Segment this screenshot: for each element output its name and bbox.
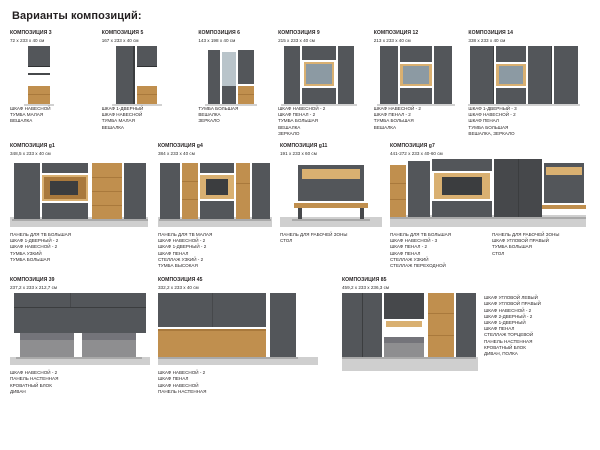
- composition-figure: [278, 46, 368, 106]
- composition-dims: 459,2 х 233 х 236,3 см: [342, 285, 390, 291]
- composition-dims: 191 х 233 х 60 см: [280, 151, 317, 157]
- composition-card-g7[interactable]: [390, 143, 590, 269]
- composition-title: КОМПОЗИЦИЯ 12: [373, 30, 419, 36]
- composition-dims: 338 х 233 х 40 см: [468, 38, 506, 43]
- composition-card-12[interactable]: [374, 30, 469, 131]
- composition-title: КОМПОЗИЦИЯ 45: [158, 277, 203, 284]
- composition-figure: [390, 159, 586, 227]
- composition-dims: 441-272 х 233 х 40-60 см: [390, 151, 443, 157]
- composition-card-85[interactable]: [342, 277, 590, 371]
- composition-parts: ПАНЕЛЬ ДЛЯ ТВ БОЛЬШАЯ ШКАФ 1-ДВЕРНЫЙ - 2 ШКАФ НАВЕСНОЙ - 2 ТУМБА УЗКИЙ ТУМБА БОЛЬШАЯ: [10, 232, 72, 262]
- composition-title: КОМПОЗИЦИЯ g11: [280, 143, 328, 150]
- composition-dims: 72 х 233 х 40 см: [10, 38, 45, 43]
- composition-title: КОМПОЗИЦИЯ 3: [10, 30, 52, 36]
- composition-parts: ШКАФ НАВЕСНОЙ - 2 ПАНЕЛЬ НАСТЕННАЯ КРОВАТНЫЙ БЛОК ДИВАН: [10, 370, 59, 394]
- composition-card-g11[interactable]: [280, 143, 390, 244]
- composition-parts: ПАНЕЛЬ ДЛЯ ТВ МАЛАЯ ШКАФ НАВЕСНОЙ - 2 ШКАФ 1-ДВЕРНЫЙ - 2 ШКАФ ПЕНАЛ СТЕЛЛАЖ УЗКИЙ - 2 ТУМБА ВЫСОКАЯ: [158, 232, 213, 269]
- composition-parts-right: ПАНЕЛЬ ДЛЯ РАБОЧЕЙ ЗОНЫ ШКАФ УГЛОВОЙ ПРАВЫЙ ТУМБА БОЛЬШАЯ СТОЛ: [492, 232, 560, 256]
- composition-parts-left: ПАНЕЛЬ ДЛЯ ТВ БОЛЬШАЯ ШКАФ НАВЕСНОЙ - 3 ШКАФ ПЕНАЛ - 2 ШКАФ ПЕНАЛ СТЕЛЛАЖ УЗКИЙ СТЕЛЛАЖ ПЕРЕХОДНОЙ: [390, 232, 452, 269]
- composition-row-1: [10, 30, 590, 137]
- composition-title: КОМПОЗИЦИЯ 85: [342, 277, 387, 284]
- composition-parts: ШКАФ УГЛОВОЙ ЛЕВЫЙ ШКАФ УГЛОВОЙ ПРАВЫЙ ШКАФ НАВЕСНОЙ - 2 ШКАФ 2-ДВЕРНЫЙ - 2 ШКАФ 1-ДВЕРНЫЙ ШКАФ ПЕНАЛ СТЕЛЛАЖ ТОРЦЕВОЙ ПАНЕЛЬ НАСТЕННАЯ КРОВАТНЫЙ БЛОК ДИВАН, ПОЛКА: [484, 295, 541, 357]
- composition-parts: ШКАФ НАВЕСНОЙ - 2 ШКАФ ПЕНАЛ ШКАФ НАВЕСНОЙ ПАНЕЛЬ НАСТЕННАЯ: [158, 370, 207, 394]
- composition-parts: ШКАФ 1-ДВЕРНЫЙ ШКАФ НАВЕСНОЙ ТУМБА МАЛАЯ ВЕШАЛКА: [101, 106, 144, 130]
- composition-figure: [342, 293, 478, 371]
- composition-card-45[interactable]: [158, 277, 342, 395]
- composition-title: КОМПОЗИЦИЯ 14: [468, 30, 513, 36]
- composition-row-3: [10, 277, 590, 395]
- composition-title: КОМПОЗИЦИЯ 5: [101, 30, 144, 36]
- composition-title: КОМПОЗИЦИЯ 6: [198, 30, 241, 36]
- composition-card-14[interactable]: [468, 30, 590, 137]
- page-title: Варианты композиций:: [12, 10, 142, 22]
- composition-title: КОМПОЗИЦИЯ 39: [10, 277, 55, 284]
- composition-parts: ПАНЕЛЬ ДЛЯ РАБОЧЕЙ ЗОНЫ СТОЛ: [280, 232, 348, 244]
- composition-parts: ШКАФ НАВЕСНОЙ - 2 ШКАФ ПЕНАЛ - 2 ТУМБА БОЛЬШАЯ ВЕШАЛКА: [373, 106, 421, 130]
- composition-title: КОМПОЗИЦИЯ g4: [158, 143, 203, 150]
- composition-figure: [102, 46, 192, 106]
- composition-card-39[interactable]: [10, 277, 158, 395]
- composition-card-9[interactable]: [278, 30, 374, 137]
- composition-figure: [468, 46, 584, 106]
- composition-figure: [158, 293, 318, 365]
- composition-title: КОМПОЗИЦИЯ g7: [390, 143, 435, 150]
- composition-figure: [10, 159, 150, 227]
- composition-parts: ШКАФ НАВЕСНОЙ - 2 ШКАФ ПЕНАЛ - 2 ТУМБА БОЛЬШАЯ ВЕШАЛКА ЗЕРКАЛО: [278, 106, 326, 136]
- composition-parts: ТУМБА БОЛЬШАЯ ВЕШАЛКА ЗЕРКАЛО: [198, 106, 239, 124]
- composition-card-g1[interactable]: [10, 143, 158, 263]
- composition-parts: ШКАФ НАВЕСНОЙ ТУМБА МАЛАЯ ВЕШАЛКА: [10, 106, 51, 124]
- composition-row-2: [10, 143, 590, 269]
- composition-figure: [10, 46, 94, 106]
- composition-dims: 213 х 233 х 40 см: [373, 38, 411, 43]
- composition-card-5[interactable]: [102, 30, 199, 131]
- composition-figure: [158, 159, 274, 227]
- composition-figure: [280, 159, 384, 227]
- composition-dims: 348,5 х 233 х 40 см: [10, 151, 51, 157]
- composition-title: КОМПОЗИЦИЯ 9: [278, 30, 320, 36]
- composition-title: КОМПОЗИЦИЯ g1: [10, 143, 55, 150]
- composition-dims: 215 х 233 х 40 см: [278, 38, 315, 43]
- composition-card-3[interactable]: [10, 30, 102, 125]
- composition-dims: 237,2 х 233 х 212,7 см: [10, 285, 58, 291]
- composition-figure: [198, 46, 272, 106]
- composition-parts: ШКАФ 1-ДВЕРНЫЙ - 3 ШКАФ НАВЕСНОЙ - 2 ШКАФ ПЕНАЛ ТУМБА БОЛЬШАЯ ВЕШАЛКА, ЗЕРКАЛО: [468, 106, 517, 136]
- composition-dims: 143 х 198 х 40 см: [198, 38, 236, 43]
- composition-card-g4[interactable]: [158, 143, 280, 269]
- composition-dims: 384 х 233 х 40 см: [158, 151, 195, 157]
- composition-dims: 332,2 х 233 х 40 см: [158, 285, 199, 291]
- composition-card-6[interactable]: [198, 30, 278, 125]
- composition-figure: [374, 46, 464, 106]
- composition-figure: [10, 293, 150, 365]
- composition-dims: 167 х 233 х 40 см: [101, 38, 139, 43]
